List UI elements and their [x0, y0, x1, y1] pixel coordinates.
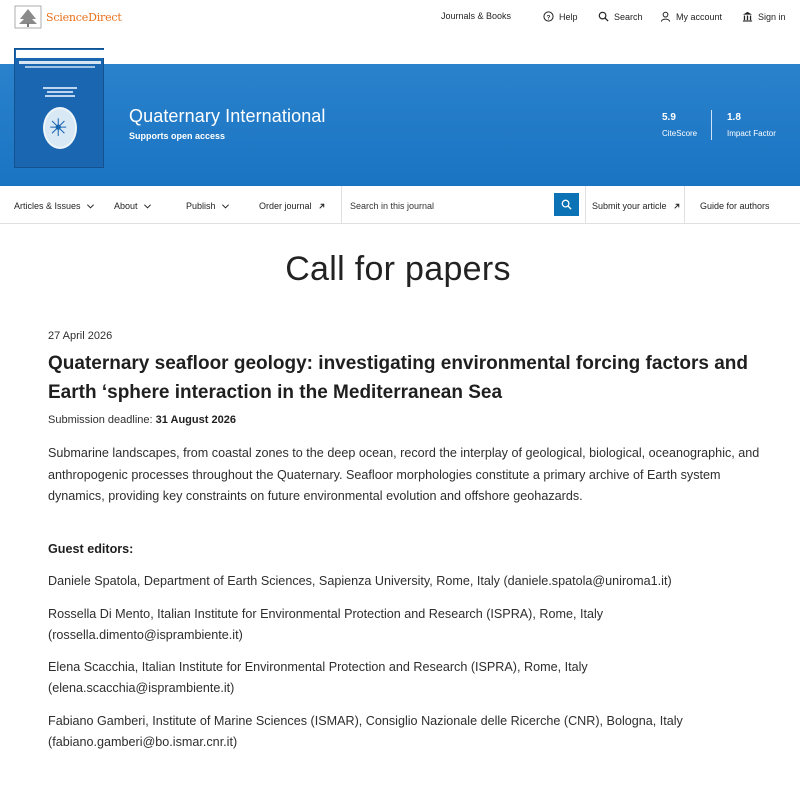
guide-authors-label: Guide for authors — [700, 201, 770, 211]
cover-decoration — [19, 61, 101, 64]
sciencedirect-logo[interactable]: ScienceDirect — [46, 11, 122, 24]
impact-factor-label: Impact Factor — [727, 129, 776, 138]
cover-decoration — [43, 87, 77, 89]
journal-banner — [0, 64, 800, 186]
guest-editor-item: Rossella Di Mento, Italian Institute for Environmental Protection and Research (ISPRA), Rome, Italy (rossella.dimento@isprambiente.it) — [48, 607, 604, 642]
help-link[interactable] — [543, 11, 578, 22]
metric-divider — [711, 110, 712, 140]
impact-factor-metric[interactable] — [727, 112, 776, 138]
call-title: Quaternary seafloor geology: investigating environmental forcing factors and Earth ‘sphere interaction in the Mediterranean Sea — [48, 353, 748, 403]
search-icon — [598, 11, 609, 22]
top-bar — [0, 0, 800, 34]
help-circle-icon — [543, 11, 554, 22]
sign-in-label: Sign in — [758, 11, 786, 22]
chevron-down-icon — [221, 202, 230, 211]
external-link-icon — [672, 202, 681, 211]
inqua-seal-icon — [43, 107, 77, 149]
guest-editor-item: Elena Scacchia, Italian Institute for Environmental Protection and Research (ISPRA), Rome, Italy (elena.scacchia@isprambiente.it) — [48, 660, 588, 695]
guide-authors-link[interactable] — [700, 201, 770, 211]
cover-decoration — [45, 95, 75, 97]
guest-editor-item: Daniele Spatola, Department of Earth Sciences, Sapienza University, Rome, Italy (daniele.spatola@uniroma1.it) — [48, 574, 672, 588]
submit-article-link[interactable] — [592, 201, 681, 211]
guest-editors-heading: Guest editors: — [48, 542, 134, 556]
publish-label: Publish — [186, 201, 216, 211]
about-label: About — [114, 201, 138, 211]
citescore-value: 5.9 — [662, 112, 676, 123]
submit-article-label: Submit your article — [592, 201, 667, 211]
articles-issues-label: Articles & Issues — [14, 201, 81, 211]
guest-editor-item: Fabiano Gamberi, Institute of Marine Sciences (ISMAR), Consiglio Nazionale delle Ricerche (CNR), Bologna, Italy (fabiano.gamberi@bo.ismar.cnr.it) — [48, 714, 683, 749]
citescore-label: CiteScore — [662, 129, 698, 138]
journal-cover-image[interactable] — [14, 48, 104, 168]
search-link[interactable] — [598, 11, 643, 22]
order-journal-link[interactable] — [259, 201, 326, 211]
journals-books-label: Journals & Books — [441, 11, 512, 21]
cover-decoration — [25, 66, 95, 68]
journals-books-link[interactable] — [441, 11, 511, 21]
nav-divider — [585, 186, 586, 224]
institution-icon — [742, 11, 753, 22]
help-label: Help — [559, 11, 578, 22]
deadline-label: Submission deadline: — [48, 414, 153, 426]
about-menu[interactable] — [114, 201, 152, 211]
journal-search-button[interactable] — [554, 193, 579, 216]
cover-decoration — [47, 91, 73, 93]
user-icon — [660, 11, 671, 22]
search-icon — [561, 199, 572, 210]
publish-date: 27 April 2026 — [48, 330, 113, 342]
citescore-metric[interactable] — [662, 112, 697, 138]
articles-issues-menu[interactable] — [14, 201, 95, 211]
order-journal-label: Order journal — [259, 201, 312, 211]
call-description: Submarine landscapes, from coastal zones to the deep ocean, record the interplay of geological, biological, oceanographic, and anthropogenic processes throughout the Quaternary. Seafloor morphologies constitute a primary archive of Earth system dynamics, providing key constraints on future environmental evolution and offshore geohazards. — [48, 446, 760, 503]
impact-factor-value: 1.8 — [727, 112, 741, 123]
nav-divider — [684, 186, 685, 224]
journal-title[interactable]: Quaternary International — [129, 106, 326, 126]
my-account-link[interactable] — [660, 11, 722, 22]
page-title: Call for papers — [285, 250, 511, 288]
submission-deadline — [48, 414, 236, 426]
elsevier-tree-logo-icon[interactable] — [14, 5, 42, 29]
sign-in-link[interactable] — [742, 11, 786, 22]
chevron-down-icon — [86, 202, 95, 211]
my-account-label: My account — [676, 11, 723, 22]
external-link-icon — [317, 202, 326, 211]
svg-text:?: ? — [546, 14, 551, 22]
publish-menu[interactable] — [186, 201, 230, 211]
open-access-label: Supports open access — [129, 131, 226, 141]
deadline-value: 31 August 2026 — [155, 414, 236, 426]
journal-search — [341, 186, 585, 224]
cover-header-strip — [16, 50, 104, 58]
search-label: Search — [614, 11, 643, 22]
chevron-down-icon — [143, 202, 152, 211]
journal-search-input[interactable] — [350, 199, 550, 213]
